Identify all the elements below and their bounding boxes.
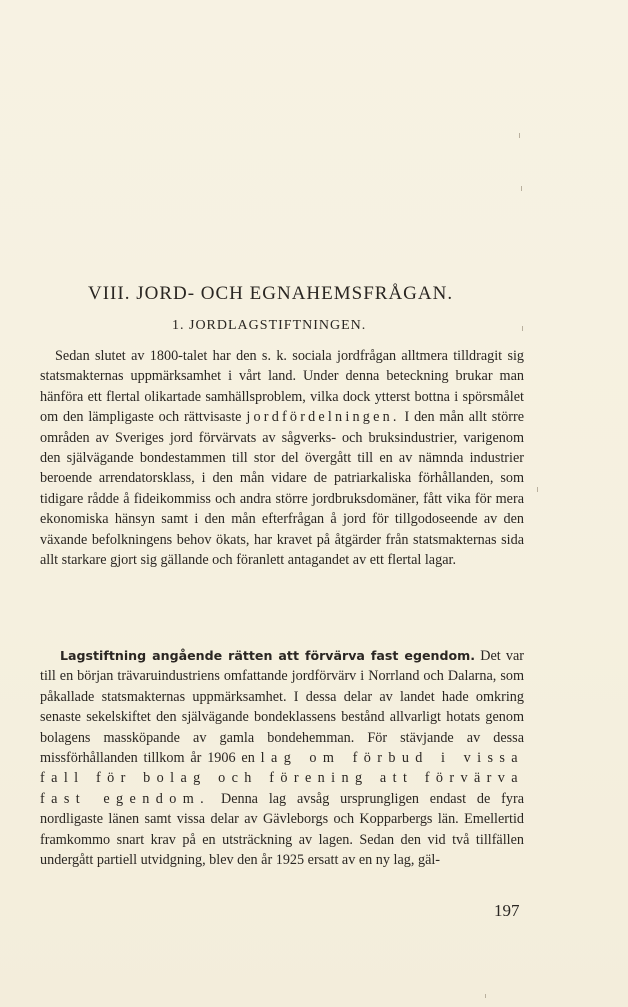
paper-speck bbox=[522, 326, 523, 331]
paper-speck bbox=[519, 133, 520, 138]
paragraph-2-text-b: Denna lag avsåg ursprungligen endast de fyra nordligaste länen samt vissa delar av Gävleborgs och Kopparbergs län. Emellertid framkommo snart krav på en utsträckning av lagen. Sedan den vid två tillfällen undergått partiell utvidgning, blev den år 1925 ersatt av en ny lag, gäl- bbox=[40, 790, 524, 869]
paragraph-2-text-a: Det var till en början trävaruindustriens omfattande jordförvärv i Norrland och Dalarna, som påkallade statsmakternas uppmärksamhet. I dessa delar av landet hade omkring senaste sekelskiftet den självägande bondeklassens bestånd allvarligt hotats genom bolagens massköpande av gamla bondehemman. För stävjande av dessa missförhållanden tillkom år 1906 en bbox=[40, 648, 525, 767]
paper-speck bbox=[537, 487, 538, 492]
paper-speck bbox=[521, 186, 522, 191]
paragraph-1-spaced-term: jordfördelningen. bbox=[246, 409, 400, 426]
paragraph-1-text-b: I den mån allt större områden av Sveriges jord förvärvats av sågverks- och bruksindustrier, varigenom den självägande bondestammen till stor del övergått till en av nämnda industrier beroende arrendatorsklass, i den mån vidare de patriarkaliska förhållanden, som tidigare rådde å fideikommiss och andra större jordbruksdomäner, fått vika för mera ekonomiska hänsyn samt i den mån efterfrågan å jord för tillgodoseende av den växande befolkningens behov ökats, har kravet på åtgärder från statsmakternas sida allt starkare gjort sig gällande och föranlett antagandet av ett flertal lagar. bbox=[40, 409, 524, 569]
page-number: 197 bbox=[494, 901, 520, 920]
chapter-title-text: VIII. JORD- OCH EGNAHEMSFRÅGAN. bbox=[88, 283, 454, 304]
section-title: 1. JORDLAGSTIFTNINGEN. bbox=[172, 318, 367, 333]
paragraph-2-lead-heading: Lagstiftning angående rätten att förvärva fast egendom. bbox=[60, 648, 476, 663]
paragraph-1-text-a: Sedan slutet av 1800-talet har den s. k. sociala jordfrågan alltmera tilldragit sig statsmakternas uppmärksamhet i vårt land. Under denna beteckning brukar man hänföra ett flertal olikartade samhällsproblem, vilka dock ytterst bottna i spörsmålet om den lämpligaste och rättvisaste bbox=[40, 348, 524, 426]
paper-speck bbox=[485, 994, 486, 998]
paragraph-2-spaced-law-title: lag om förbud i vissa fall för bolag och förening att förvärva fast egendom. bbox=[40, 750, 524, 807]
paragraph-2 bbox=[40, 646, 524, 870]
paragraph-1 bbox=[40, 346, 524, 570]
